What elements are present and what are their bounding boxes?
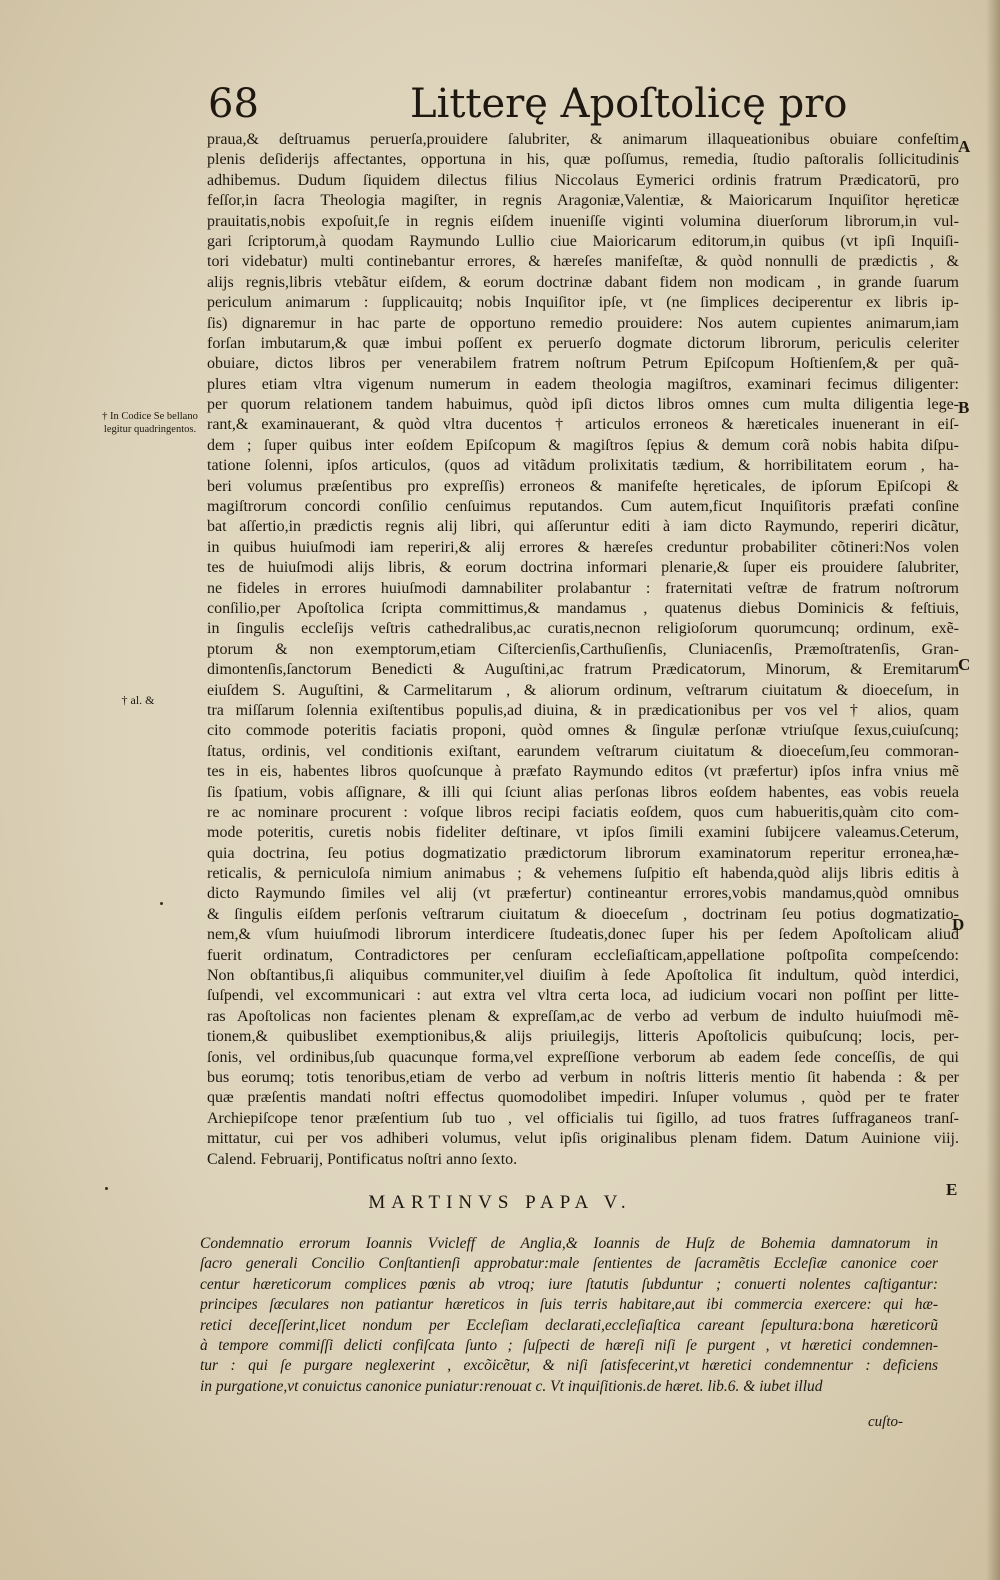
ink-speck xyxy=(160,902,163,905)
text-line: ptorum & non exemptorum,etiam Ciſtercienſis,Carthuſienſis, Cluniacenſis, Præmoſtratenſis, Gran- xyxy=(207,640,959,658)
text-line: ſtatus, ordinis, vel conditionis exiſtant, earundem veſtrarum ciuitatum & dioeceſum,ſeu commoran- xyxy=(207,742,959,760)
text-line: feſſor,in ſacra Theologia magiſter, in regnis Aragoniæ,Valentiæ, & Maioricarum Inquiſitor hęreticæ xyxy=(207,192,959,210)
main-text-block xyxy=(207,130,959,1170)
text-line: bus eorumq; totis tenoribus,etiam de verbo ad verbum in noſtris litteris mentio ſit habenda : & per xyxy=(207,1068,959,1086)
text-line: forſan imbutarum,& quæ imbui poſſent ex peruerſo dogmate dictorum librorum, periculis celeriter xyxy=(207,334,959,352)
marginal-note-codex: † In Codice Se bellano legitur quadringentos. xyxy=(102,411,198,435)
text-line: magiſtrorum concordi conſilio cenſuimus reputandos. Cum autem,ficut Inquiſitoris præfati conſine xyxy=(207,498,959,516)
summary-line: retici deceſſerint,licet nondum per Eccleſiam declarati,eccleſiaſtica careant ſepultura:bona hæreticorũ xyxy=(200,1316,938,1334)
summary-line: ſacro generali Concilio Conſtantienſi approbatur:male ſentientes de ſacramẽtis Eccleſiæ canonice coer xyxy=(200,1255,938,1273)
text-line: ras Apoſtolicas non facientes plenam & expreſſam,ac de verbo ad verbum de indulto huiuſmodi mẽ- xyxy=(207,1007,959,1025)
text-line: rant,& examinauerant, & quòd vltra ducentos † articulos erroneos & hæreticales inuenerant in eiſ- xyxy=(207,416,959,434)
text-line: per quorum relationem tandem habuimus, quòd ipſi dictos libros omnes cum multa diligentia lege- xyxy=(207,396,959,414)
text-line: re ac nominare procurent : voſque libros recipi faciatis eoſdem, quos cum habueritis,quàm cito com- xyxy=(207,803,959,821)
summary-line: Condemnatio errorum Ioannis Vvicleff de Anglia,& Ioannis de Huſz de Bohemia damnatorum in xyxy=(200,1235,938,1252)
section-letter-d: D xyxy=(952,915,965,934)
text-line: & ſingulis eiſdem perſonis veſtrarum ciuitatum & dioeceſum , doctrinam ſeu potius dogmatizatio- xyxy=(207,905,959,923)
ink-speck xyxy=(105,1187,108,1190)
page-number: 68 xyxy=(208,81,259,127)
summary-text-block xyxy=(200,1234,938,1397)
text-line: prauitatis,nobis expoſuit,ſe in regnis eiſdem inueniſſe viginti volumina diuerſorum librorum,in vul- xyxy=(207,212,959,230)
summary-line: tur : qui ſe purgare neglexerint , excõicẽtur, & niſi ſatisfecerint,vt hæretici condemnentur : deficiens xyxy=(200,1357,938,1375)
text-line: periculum animarum : ſupplicauitq; nobis Inquiſitor ipſe, vt (ne ſimplices deciperentur ex libris ip- xyxy=(207,294,959,312)
section-letter-e: E xyxy=(946,1180,958,1199)
text-line: fuerit ordinatum, Contradictores per cenſuram eccleſiaſticam,appellatione poſtpoſita compeſcendo: xyxy=(207,946,959,964)
text-line: eiuſdem S. Auguſtini, & Carmelitarum , & aliorum ordinum, veſtrarum ciuitatum & dioeceſum, in xyxy=(207,681,959,699)
page-edge-shadow xyxy=(986,0,1000,1580)
text-line: Archiepiſcope tenor præſentium ſub tuo , vel officialis tui ſigillo, ad tuos fratres ſuffraganeos tranſ- xyxy=(207,1109,959,1127)
text-line: praua,& deſtruamus peruerſa,prouidere ſalubriter, & animarum illaqueationibus obuiare confeſtim xyxy=(207,131,959,148)
text-line: Non obſtantibus,ſi aliquibus communiter,vel diuiſim à ſede Apoſtolica ſit indultum, quòd interdici, xyxy=(207,967,959,985)
text-line: in ſingulis eccleſijs veſtris cathedralibus,ac curatis,necnon religioſorum quorumcunq; ordinum, exẽ- xyxy=(207,620,959,638)
text-line: quia doctrina, ſeu potius dogmatizatio prædictorum librorum examinatorum reperitur erronea,hæ- xyxy=(207,844,959,862)
text-line: tionem,& quibuslibet exemptionibus,& alijs priuilegijs, litteris Apoſtolicis quibuſcunq; locis, per- xyxy=(207,1028,959,1046)
section-heading: MARTINVS PAPA V. xyxy=(368,1192,632,1213)
text-line: gari ſcriptorum,à quodam Raymundo Lullio ciue Maioricarum editorum,in quibus (vt ipſi Inquiſi- xyxy=(207,232,959,250)
text-line: Calend. Februarij, Pontificatus noſtri anno ſexto. xyxy=(207,1150,518,1168)
text-line: plenis deſiderijs affectantes, opportuna in his, quæ poſſumus, remedia, ſtudio paſtoralis ſollicitudinis xyxy=(207,151,959,169)
text-line: tra miſſarum ſolennia exiſtentibus populis,ad diuina, & in prædicationibus per vos vel † alios, quam xyxy=(207,701,959,719)
page-header xyxy=(200,78,848,138)
text-line: tes de huiuſmodi alijs libris, & eorum doctrina informari plenarie,& ſuper eis prouidere ſalubriter, xyxy=(207,559,959,577)
text-line: obuiare, dictos libros per venerabilem fratrem noſtrum Petrum Epiſcopum Hoſtienſem,& per quã- xyxy=(207,355,959,373)
summary-line: à tempore commiſſi delicti confiſcata ſunto ; ſuſpecti de hæreſi niſi ſe purgent , vt hæretici condemnen- xyxy=(200,1336,938,1354)
text-line: ſuſpendi, vel excommunicari : aut extra vel vltra certa loca, ad iudicium vocari non poſſint per litte- xyxy=(207,987,959,1005)
text-line: ſis ſpatium, vobis aſſignare, & illi qui ſciunt alias perſonas libros eoſdem habentes, eas vobis reuela xyxy=(207,783,959,801)
text-line: plures etiam vltra vigenum numerum in eadem theologia magiſtros, examinari fecimus diligenter: xyxy=(207,375,959,393)
text-line: alijs regnis,libris vtebãtur eiſdem, & eorum doctrinæ dabant fidem non modicam , in grande ſuarum xyxy=(207,273,959,291)
section-letter-b: B xyxy=(958,398,970,417)
text-line: adhibemus. Dudum ſiquidem dilectus filius Niccolaus Eymerici ordinis fratrum Prædicatorū, pro xyxy=(207,171,959,189)
marginal-note-alias: † al. & xyxy=(121,693,155,707)
text-line: mittatur, cui per vos adhiberi volumus, velut ipſis originalibus plenam fidem. Datum Auinione viij. xyxy=(207,1130,959,1148)
text-line: ſonis, vel ordinibus,ſub quacunque forma,vel expreſſione verborum ab eadem ſede conceſſis, de qui xyxy=(207,1048,959,1066)
text-line: tes in eis, habentes libros quoſcunque à præfato Raymundo editos (vt præfertur) ipſos infra vnius mẽ xyxy=(207,763,959,781)
summary-line: principes ſæculares non patiantur hæreticos in ſuis terris habitare,aut ibi commercia exercere: qui hæ- xyxy=(200,1296,938,1314)
text-line: ſis) dignaremur in hac parte de opportuno remedio prouidere: Nos autem cupientes animarum,iam xyxy=(207,314,959,332)
text-line: reticalis, & perniculoſa nimium animabus ; & vehemens ſuſpitio eſt habenda,quòd alijs libris editis à xyxy=(207,865,959,883)
text-line: conſilio,per Apoſtolica ſcripta committimus,& mandamus , quatenus diebus Dominicis & feſtiuis, xyxy=(207,599,959,617)
text-line: dicto Raymundo ſimiles vel alij (vt præfertur) contineantur errores,vobis mandamus,quòd omnibus xyxy=(207,885,959,903)
text-line: dem ; ſuper quibus inter eoſdem Epiſcopum & magiſtros ſępius & demum corã nobis habita diſpu- xyxy=(207,436,959,454)
section-letter-c: C xyxy=(958,655,971,674)
text-line: dimontenſis,ſanctorum Benedicti & Auguſtini,ac fratrum Prædicatorum, Minorum, & Eremitarum xyxy=(207,661,959,679)
text-line: tori videbatur) multi continebantur errores, & hæreſes manifeſtæ, & quòd nonnulli de prædictis , & xyxy=(207,253,959,271)
summary-line: in purgatione,vt conuictus canonice puniatur:renouat c. Vt inquiſitionis.de hæret. lib.6. & iubet illud xyxy=(200,1377,823,1395)
text-line: nem,& vſum huiuſmodi librorum interdicere ſtudeatis,donec ſuper his per ſedem Apoſtolicam aliud xyxy=(207,926,959,944)
text-line: cito commode poteritis faciatis proponi, quòd omnes & ſingulæ perſonæ vtriuſque ſexus,cuiuſcunq; xyxy=(207,722,959,740)
text-line: quæ præſentis mandati noſtri effectus quomodolibet impediri. Inſuper volumus , quòd per te frater xyxy=(207,1089,959,1107)
text-line: bat aſſertio,in prædictis regnis alij libri, qui aſſeruntur editi à iam dicto Raymundo, reperiri dicãtur, xyxy=(207,518,959,536)
section-letter-a: A xyxy=(958,137,971,156)
text-line: tatione ſolenni, ipſos articulos, (quos ad vitãdum prolixitatis tædium, & horribilitatem eorum , ha- xyxy=(207,457,959,475)
text-line: mode poteritis, curetis nobis fideliter deſtinare, vt ipſos ſimili examini ſubijcere valeamus.Ceterum, xyxy=(207,824,959,842)
text-line: ne fideles in errores huiuſmodi damnabiliter prolabantur : fraternitati veſtræ de fratrum noſtrorum xyxy=(207,579,959,597)
catchword: cuſto- xyxy=(868,1414,903,1430)
text-line: in quibus huiuſmodi iam reperiri,& alij errores & hæreſes creduntur probabiliter cõtineri:Nos volen xyxy=(207,538,959,556)
text-line: beri volumus præſentibus pro expreſſis) erroneos & manifeſte hęreticales, de ipſorum Epiſcopi & xyxy=(207,477,959,495)
running-title: Litterę Apoſtolicę pro xyxy=(410,81,848,127)
summary-line: centur hæreticorum complices pœnis ab vtroq; iure ſtatutis ſubduntur ; conuerti nolentes caſtigantur: xyxy=(200,1275,938,1293)
